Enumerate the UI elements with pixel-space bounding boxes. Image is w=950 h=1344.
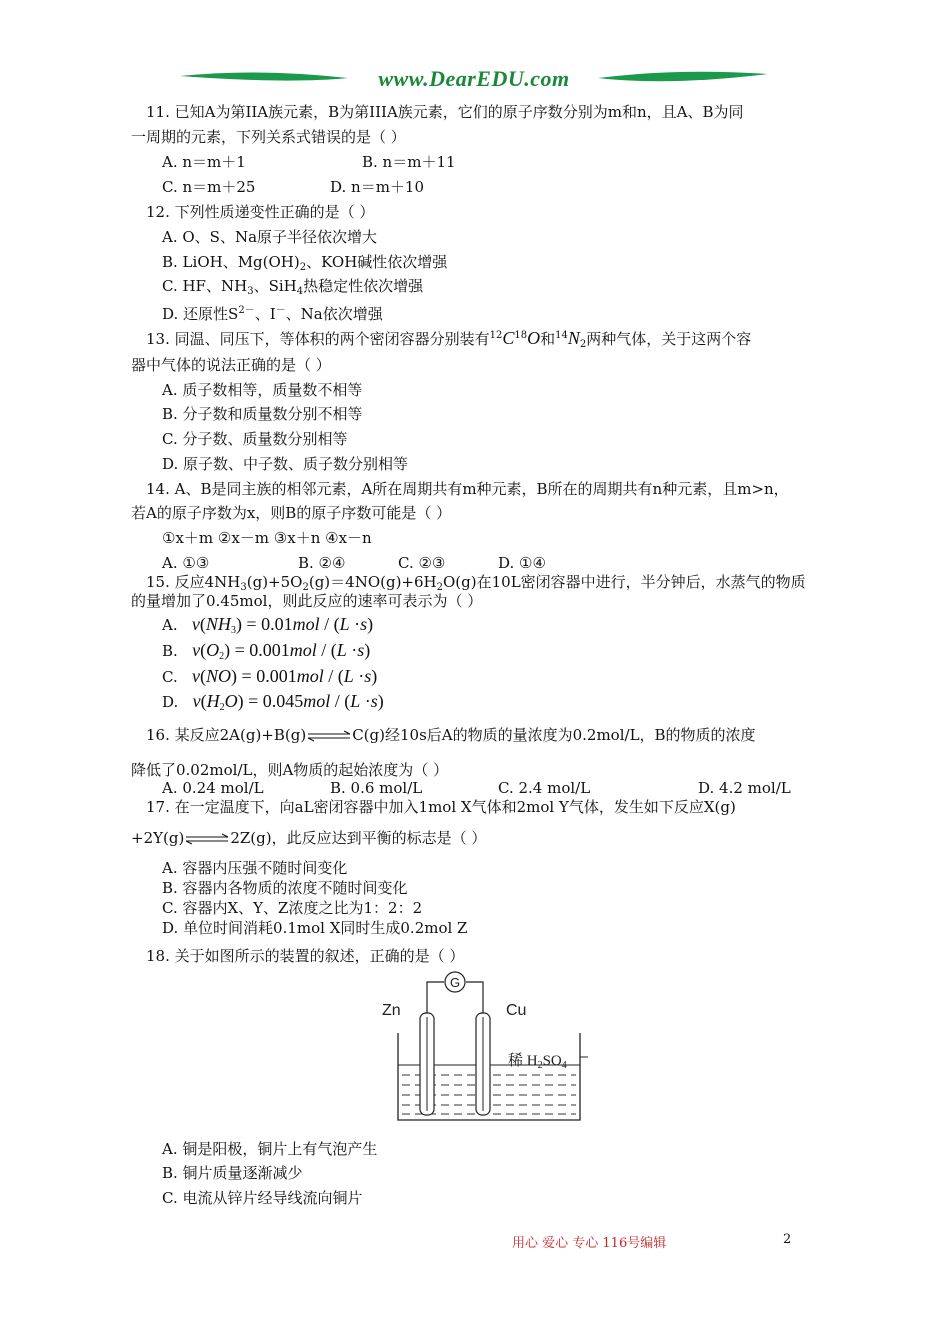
q11-option-c: C. n＝m＋25 [162, 178, 256, 196]
equilibrium-arrow-icon [184, 833, 230, 845]
galvanic-cell-diagram [380, 965, 600, 1130]
q12-option-b: B. LiOH、$Mg(OH)_2$、KOH碱性依次增强 [162, 253, 448, 273]
q17-option-b: B. 容器内各物质的浓度不随时间变化 [162, 879, 408, 897]
q14-stem: 14. A、B是同主族的相邻元素，A所在周期共有m种元素，B所在的周期共有n种元素，且m>n， [146, 480, 789, 498]
q12-option-a: A. O、S、Na原子半径依次增大 [162, 228, 378, 246]
q15-stem: 15. 反应$4NH_3(g)+5O_2(g)=4NO(g)+6H_2O(g)$在10L密闭容器中进行，半分钟后，水蒸气的物质 [146, 573, 806, 593]
q11-option-d: D. n＝m＋10 [330, 178, 424, 196]
q13-option-b: B. 分子数和质量数分别不相等 [162, 405, 363, 423]
q16-option-a: A. 0.24 mol/L [162, 779, 264, 797]
site-url: www.DearEDU.com [378, 66, 570, 91]
q15-option-c: C. v(NO) = 0.001mol / (L ·s) [162, 666, 378, 686]
q16-option-d: D. 4.2 mol/L [698, 779, 791, 797]
q14-stem-cont: 若A的原子序数为x，则B的原子序数可能是（ ） [131, 504, 452, 522]
q15-stem-cont: 的量增加了0.45mol，则此反应的速率可表示为（ ） [131, 592, 483, 610]
q18-option-c: C. 电流从锌片经导线流向铜片 [162, 1189, 363, 1207]
page-header [178, 66, 770, 96]
q15-option-a: A. $v(NH_3) = 0.01mol / (L \cdot s)$ [162, 614, 374, 636]
q17-stem: 17. 在一定温度下，向aL密闭容器中加入1mol X气体和2mol Y气体，发生如下反应X(g) [146, 798, 736, 816]
svg-text:G: G [449, 975, 461, 990]
q18-stem: 18. 关于如图所示的装置的叙述，正确的是（ ） [146, 947, 465, 965]
q13-option-d: D. 原子数、中子数、质子数分别相等 [162, 455, 409, 473]
q13-stem-cont: 器中气体的说法正确的是（ ） [131, 356, 331, 374]
q12-option-d: D. 还原性$S^{2-}$、I－、Na依次增强 [162, 305, 383, 323]
q11-option-a: A. n＝m＋1 [162, 153, 246, 171]
q17-option-a: A. 容器内压强不随时间变化 [162, 859, 348, 877]
q14-items: ①x＋m ②x－m ③x＋n ④x－n [162, 529, 372, 547]
q15-option-b: B. $v(O_2) = 0.001mol / (L \cdot s)$ [162, 640, 371, 662]
q16-option-c: C. 2.4 mol/L [498, 779, 591, 797]
q14-option-c: C. ②③ [398, 554, 446, 572]
acid-label: 稀 $H_2SO_4$ [508, 1053, 567, 1071]
q17-option-c: C. 容器内X、Y、Z浓度之比为1：2：2 [162, 899, 423, 917]
q17-stem-cont: +2Y(g) 2Z(g)，此反应达到平衡的标志是（ ） [131, 829, 487, 847]
q14-option-d: D. ①④ [498, 554, 546, 572]
q16-option-b: B. 0.6 mol/L [330, 779, 423, 797]
q11-option-b: B. n＝m＋11 [362, 153, 456, 171]
q11-stem: 11. 已知A为第IIA族元素，B为第IIIA族元素，它们的原子序数分别为m和n，且A、B为同 [146, 103, 744, 121]
q12-option-c: C. HF、$NH_3$、SiH$_4$热稳定性依次增强 [162, 277, 424, 297]
q14-option-b: B. ②④ [298, 554, 346, 572]
q14-option-a: A. ①③ [162, 554, 210, 572]
equilibrium-arrow-icon [306, 730, 352, 742]
zn-label: Zn [382, 1002, 401, 1019]
q15-option-d: D. $v(H_2O) = 0.045mol / (L \cdot s)$ [162, 691, 384, 713]
q16-stem: 16. 某反应2A(g)+B(g) C(g)经10s后A的物质的量浓度为0.2mol/L，B的物质的浓度 [146, 726, 756, 744]
q18-option-b: B. 铜片质量逐渐减少 [162, 1164, 303, 1182]
cu-label: Cu [506, 1002, 527, 1019]
q12-stem: 12. 下列性质递变性正确的是（ ） [146, 203, 375, 221]
q17-option-d: D. 单位时间消耗0.1mol X同时生成0.2mol Z [162, 919, 468, 937]
footer-text: 用心 爱心 专心 116号编辑 [512, 1236, 667, 1251]
q13-stem: 13. 同温、同压下，等体积的两个密闭容器分别装有$^{12}C^{18}O$和$^{14}N_2$两种气体，关于这两个容 [146, 328, 752, 350]
page-number: 2 [783, 1232, 792, 1247]
q18-option-a: A. 铜是阳极，铜片上有气泡产生 [162, 1140, 378, 1158]
q11-stem-cont: 一周期的元素，下列关系式错误的是（ ） [131, 128, 406, 146]
q16-stem-cont: 降低了0.02mol/L，则A物质的起始浓度为（ ） [131, 761, 449, 779]
q13-option-a: A. 质子数相等，质量数不相等 [162, 381, 363, 399]
q13-option-c: C. 分子数、质量数分别相等 [162, 430, 348, 448]
